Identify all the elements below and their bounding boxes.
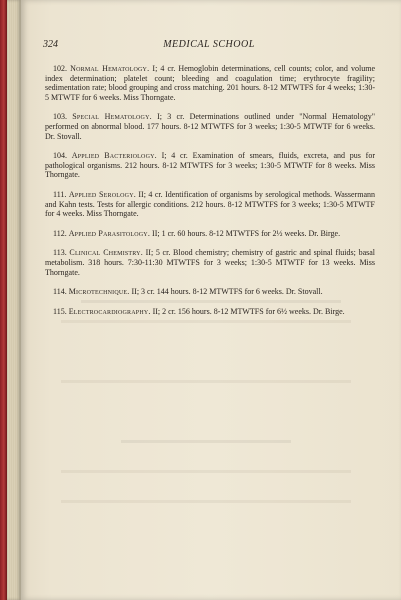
course-entry <box>45 307 375 317</box>
course-number: 114. <box>53 287 67 297</box>
course-description: II; 3 cr. 144 hours. 8-12 MTWTFS for 6 weeks. Dr. Stovall. <box>131 287 323 297</box>
course-list <box>45 64 375 326</box>
course-entry <box>45 229 375 239</box>
course-description: II; 4 cr. Identification of organisms by serological methods. Wassermann and Kahn tests. Tests for allergic conditions. 212 hours. 8-12 MTWTFS for 3 weeks; 1:30-5 MTWTF for 4 weeks. Miss Thorngate. <box>45 189 375 219</box>
course-number: 112. <box>53 228 67 238</box>
running-head: MEDICAL SCHOOL <box>163 39 255 50</box>
course-title: Microtechnique. <box>68 287 130 297</box>
course-description: II; 2 cr. 156 hours. 8-12 MTWTFS for 6½ weeks. Dr. Birge. <box>152 306 345 316</box>
course-entry <box>45 151 375 180</box>
course-entry <box>45 64 375 102</box>
course-description: II; 1 cr. 60 hours. 8-12 MTWTFS for 2½ weeks. Dr. Birge. <box>152 228 341 238</box>
course-title: Applied Serology. <box>68 189 136 199</box>
course-entry <box>45 248 375 277</box>
show-through-line <box>61 380 351 383</box>
course-description: I; 3 cr. Determinations outlined under "Normal Hematology" performed on abnormal blood. 177 hours. 8-12 MTWTFS for 3 weeks; 1:30-5 MTWTF for 6 weeks. Dr. Stovall. <box>45 112 375 141</box>
course-title: Applied Parasitology. <box>68 228 151 238</box>
course-description: I; 4 cr. Examination of smears, fluids, excreta, and pus for pathological organisms. 212 hours. 8-12 MTWTFS for 3 weeks; 1:30-5 MTWTF for 8 weeks. Miss Thorngate. <box>45 151 375 180</box>
book-binding <box>0 0 7 600</box>
course-number: 104. <box>53 151 67 161</box>
show-through-line <box>121 440 291 443</box>
course-number: 111. <box>53 189 67 199</box>
course-title: Electrocardiography. <box>68 306 151 316</box>
book-page <box>21 0 401 600</box>
course-title: Normal Hematology. <box>70 64 150 73</box>
course-number: 102. <box>53 64 67 73</box>
course-description: I; 4 cr. Hemoglobin determinations, cell counts; color, and volume index determination; platelet count; bleeding and coagulation time; erythrocyte fragility; sedimentation rate; blood grouping and cross matching. 201 hours. 8-12 MTWTFS for 4 weeks; 1:30-5 MTWTF for 6 weeks. Miss Thorngate. <box>45 64 376 102</box>
show-through-line <box>61 500 351 503</box>
page-number: 324 <box>43 39 58 50</box>
course-title: Applied Bacteriology. <box>71 151 157 161</box>
show-through-line <box>61 470 351 473</box>
course-entry <box>45 190 375 219</box>
course-entry <box>45 287 375 297</box>
course-title: Special Hematology. <box>72 112 152 122</box>
page-edges <box>7 0 21 600</box>
course-title: Clinical Chemistry. <box>69 248 143 258</box>
course-description: II; 5 cr. Blood chemistry; chemistry of gastric and spinal fluids; basal metabolism. 318 hours. 7:30-11:30 MTWTFS for 3 weeks; 1:30-5 MTWTF for 13 weeks. Miss Thorngate. <box>45 248 376 277</box>
course-number: 103. <box>53 112 67 122</box>
page-header <box>43 39 375 53</box>
course-number: 115. <box>53 306 67 316</box>
course-number: 113. <box>53 248 67 258</box>
course-entry <box>45 112 375 141</box>
